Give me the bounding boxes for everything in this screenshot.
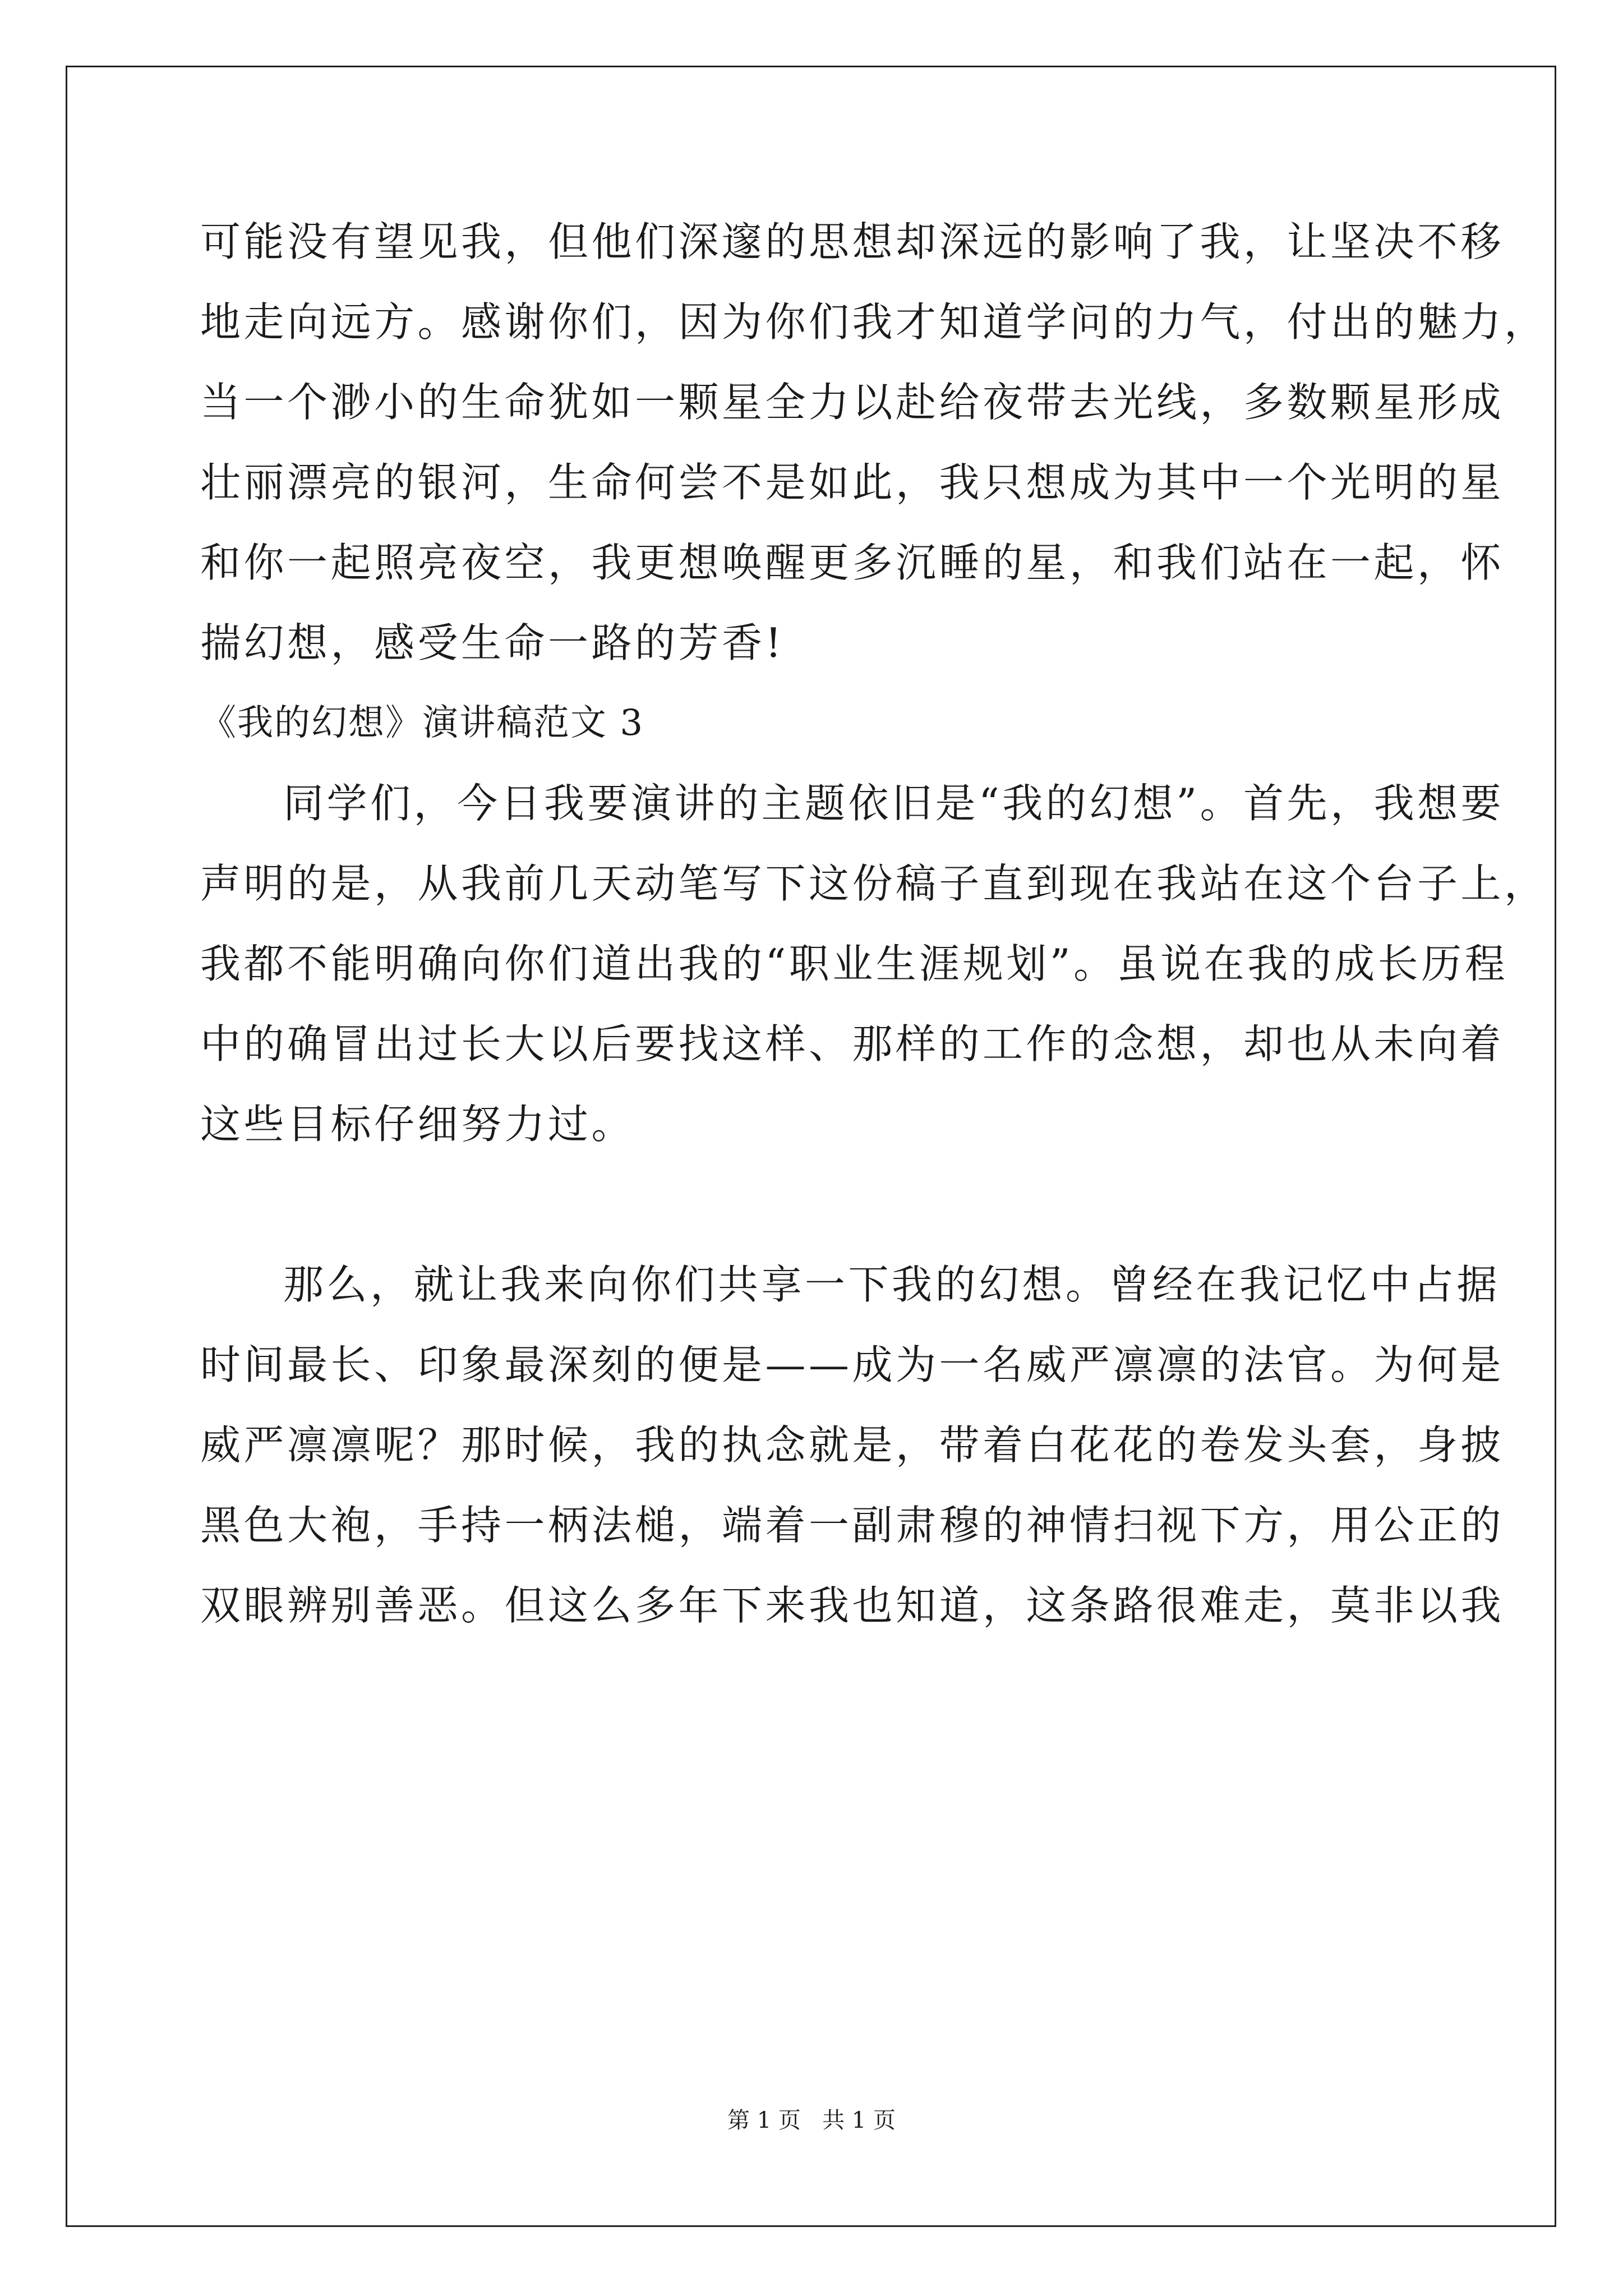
text-line: 这些目标仔细努力过。 xyxy=(200,1101,635,1148)
paragraph-spacer xyxy=(200,1165,1434,1245)
text-line: 地走向远方。感谢你们，因为你们我才知道学问的力气，付出的魅力， xyxy=(200,298,1548,346)
text-line: 声明的是，从我前几天动笔写下这份稿子直到现在我站在这个台子上， xyxy=(200,860,1548,907)
text-line: 中的确冒出过长大以后要找这样、那样的工作的念想，却也从未向着 xyxy=(200,1020,1505,1068)
text-line: 同学们，今日我要演讲的主题依旧是“我的幻想”。首先，我想要 xyxy=(283,780,1505,827)
text-line: 揣幻想，感受生命一路的芳香! xyxy=(200,619,785,666)
text-line: 和你一起照亮夜空，我更想唤醒更多沉睡的星，和我们站在一起，怀 xyxy=(200,539,1505,586)
text-line: 黑色大袍，手持一柄法槌，端着一副肃穆的神情扫视下方，用公正的 xyxy=(200,1502,1505,1549)
text-line: 当一个渺小的生命犹如一颗星全力以赴给夜带去光线，多数颗星形成 xyxy=(200,379,1505,426)
section-heading: 《我的幻想》演讲稿范文 3 xyxy=(200,702,644,744)
text-line: 时间最长、印象最深刻的便是——成为一名威严凛凛的法官。为何是 xyxy=(200,1341,1505,1388)
text-line: 我都不能明确向你们道出我的“职业生涯规划”。虽说在我的成长历程 xyxy=(200,940,1509,987)
page-footer: 第 1 页 共 1 页 xyxy=(727,2108,896,2133)
document-body xyxy=(200,202,1548,1646)
text-line: 威严凛凛呢？那时候，我的执念就是，带着白花花的卷发头套，身披 xyxy=(200,1421,1505,1469)
text-line: 可能没有望见我，但他们深邃的思想却深远的影响了我，让坚决不移 xyxy=(200,218,1505,265)
text-line: 双眼辨别善恶。但这么多年下来我也知道，这条路很难走，莫非以我 xyxy=(200,1582,1505,1629)
text-line: 壮丽漂亮的银河，生命何尝不是如此，我只想成为其中一个光明的星 xyxy=(200,459,1505,506)
text-line: 那么，就让我来向你们共享一下我的幻想。曾经在我记忆中占据 xyxy=(283,1261,1501,1308)
